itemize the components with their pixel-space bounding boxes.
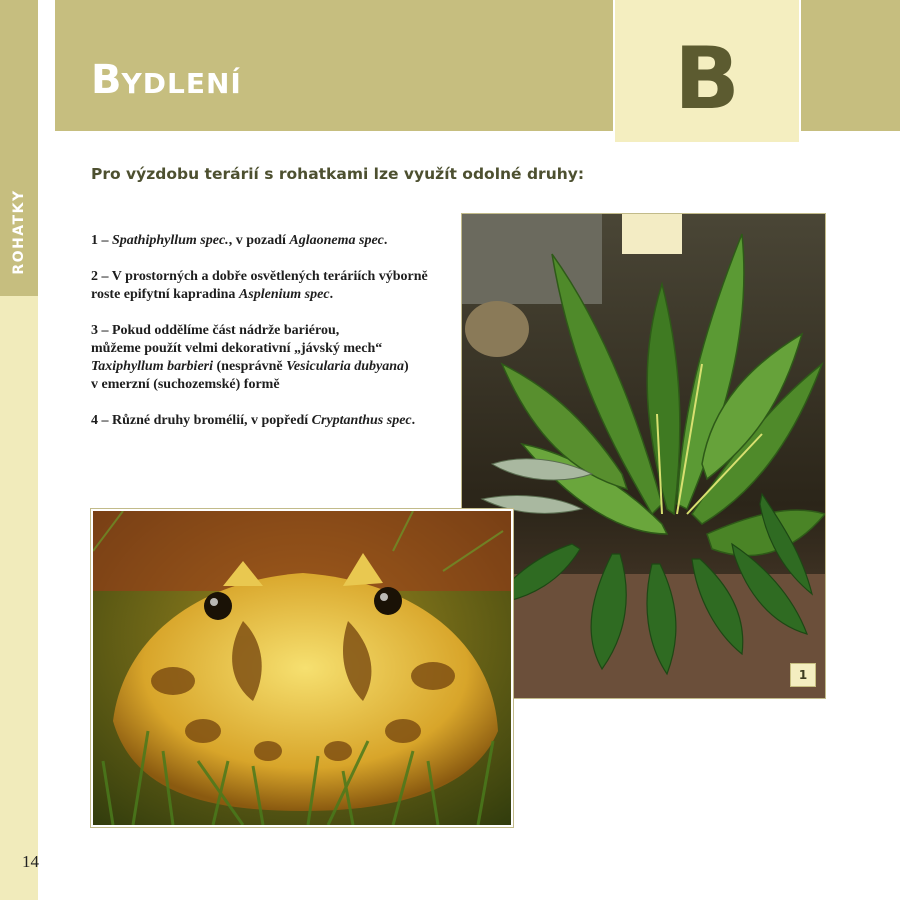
section-letter-box <box>615 0 799 142</box>
chapter-tab <box>0 0 38 296</box>
list-item: 4 – Různé druhy bromélií, v popředí Cryptanthus spec. <box>91 413 416 428</box>
section-letter: B <box>674 29 740 129</box>
page-title <box>91 58 242 106</box>
frog-photo <box>91 509 513 827</box>
plant-list <box>91 232 451 448</box>
chapter-tab-label: ROHATKY <box>11 189 27 275</box>
page-title-rest: YDLENÍ <box>121 67 242 100</box>
plants-photo <box>461 213 826 699</box>
intro-heading: Pro výzdobu terárií s rohatkami lze využít odolné druhy: <box>91 165 585 183</box>
photo-number-badge: 1 <box>790 663 816 687</box>
list-item: 2 – V prostorných a dobře osvětlených teráriích výborně roste epifytní kapradina Asplenium spec. <box>91 269 428 302</box>
list-item: 1 – Spathiphyllum spec., v pozadí Aglaonema spec. <box>91 233 388 248</box>
page-number: 14 <box>22 852 39 871</box>
page-title-initial: B <box>91 57 122 103</box>
list-item: 3 – Pokud oddělíme část nádrže bariérou, můžeme použít velmi dekorativní „jávský mech“ Taxiphyllum barbieri (nesprávně Vesicularia dubyana) v emerzní (suchozemské) formě <box>91 323 409 392</box>
